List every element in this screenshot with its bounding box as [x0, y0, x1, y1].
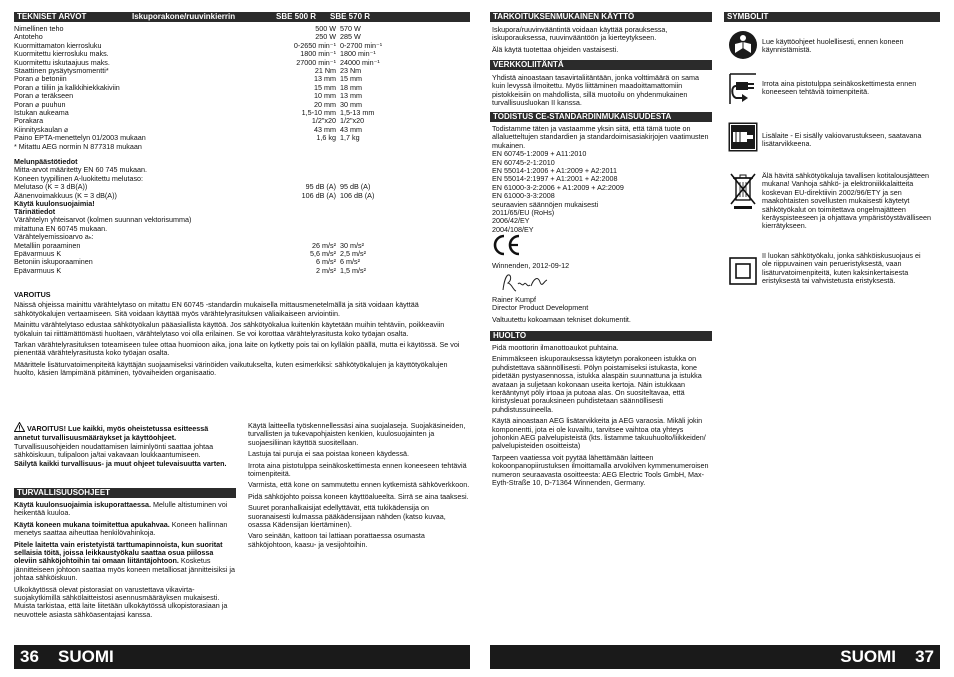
noise-row [14, 192, 394, 200]
tech-data-desc: Iskuporakone/ruuvinkierrin [132, 12, 236, 21]
tech-label: Staattinen pysäytysmomentti* [14, 66, 109, 75]
tech-value-2: 18 mm [340, 83, 362, 92]
right-page-language: SUOMI [840, 647, 896, 666]
tech-value-2: 1,5-13 mm [340, 108, 375, 117]
left-page-number: 36 [20, 647, 39, 666]
tech-value-1: 1/2"x20 [311, 117, 336, 126]
ce-standard-item: 2006/42/EY [492, 216, 530, 226]
noise-table [14, 183, 394, 200]
vib-label: Epävarmuus K [14, 250, 62, 259]
ce-mark-icon [492, 234, 522, 261]
intended-use-header [490, 12, 712, 22]
safety-header-text: TURVALLISUUSOHJEET [17, 488, 111, 497]
safety-intro [14, 422, 236, 471]
ce-p1: Todistamme täten ja vastaamme yksin siitä, että tämä tuote on allaluetteltujen standardien ja standardoimisasiakirjojen vaatimusten mukainen. [492, 124, 709, 150]
accessory-icon [728, 122, 758, 157]
tech-value-2: 24000 min⁻¹ [340, 58, 380, 67]
left-page-language: SUOMI [58, 647, 114, 666]
safety-keep-instructions: Säilytä kaikki turvallisuus- ja muut ohjeet tulevaisuutta varten. [14, 458, 227, 468]
tech-label: Antoteho [14, 33, 43, 42]
noise-section [14, 158, 394, 208]
ce-standard-item: seuraavien säännöjen mukaisesti [492, 199, 599, 209]
tech-value-1: 43 mm [314, 125, 336, 134]
safety-intro-bold: VAROITUS! Lue kaikki, myös oheistetussa esitteessä annetut turvallisuusmääräykset ja käyttöohjeet. [14, 424, 209, 443]
ce-section [492, 125, 712, 234]
col2-p3: Irrota aina pistotulppa seinäkoskettimesta ennen koneeseen tehtäviä toimenpiteitä. [248, 460, 467, 479]
mains-p1: Yhdistä ainoastaan tasavirtaliitäntään, jonka volttimäärä on sama kuin levyssä ilmoitettu. Myös liittäminen maadoittamattomiin pistokkeisiin on mahdollista, sillä muotoilu on yhdenmukainen turvallisuusluokan II kanssa. [492, 73, 699, 108]
tech-value-2: 1800 min⁻¹ [340, 50, 376, 59]
noise-line-2: Koneen tyypillinen A-luokitettu melutaso: [14, 173, 144, 183]
vib-value-1: 2 m/s² [316, 266, 336, 275]
vib-label: Metalliin poraaminen [14, 241, 81, 250]
intended-p2: Älä käytä tuotettaa ohjeiden vastaisesti. [492, 44, 619, 54]
tech-value-2: 43 mm [340, 125, 362, 134]
safety-column-2 [248, 422, 470, 552]
tech-value-1: 15 mm [314, 83, 336, 92]
tech-value-1: 20 mm [314, 100, 336, 109]
vib-value-1: 6 m/s² [316, 258, 336, 267]
safety-p3-bold: Pitele laitetta vain eristetyistä tarttumapinnoista, kun suoritat sellaisia töitä, joissa leikkaustyökalu saattaa osua piilossa oleviin sähköjohtoihin tai omaan liitäntäjohtoon. [14, 539, 223, 566]
model-1-label: SBE 500 R [276, 12, 317, 21]
vib-value-2: 6 m/s² [340, 258, 360, 267]
tech-value-2: 15 mm [340, 75, 362, 84]
vib-label: Betoniin iskuporaaminen [14, 258, 93, 267]
safety-p1-text: Melulle altistuminen voi heikentää kuuloa. [14, 500, 228, 518]
tech-label: Poran ⌀ tiiliin ja kalkkihiekkakiviin [14, 83, 120, 92]
warning-p1: Näissä ohjeissa mainittu värähtelytaso on mitattu EN 60745 -standardin mukaisella mittausmenetelmällä ja sitä voidaan käyttää sähkötyökalujen vertaamiseen. Sitä voidaan käyttää myös värähtelyrasituksen väliaikaiseen arviointiin. [14, 300, 419, 318]
tech-value-1: 1,6 kg [316, 134, 336, 143]
read-manual-icon [728, 30, 758, 65]
vib-value-1: 26 m/s² [312, 241, 336, 250]
tech-row [14, 75, 394, 83]
ce-header-text: TODISTUS CE-STANDARDINMUKAISUUDESTA [493, 112, 672, 121]
ce-header [490, 112, 712, 122]
tech-row [14, 42, 394, 50]
warning-p2: Mainittu värähtelytaso edustaa sähkötyökalun pääasiallista käyttöä. Jos sähkötyökalua kuitenkin käytetään muihin tehtäviin, poikkeaviin työkaluin tai riittämättömästi huoltaen, värähtelytaso voi olla erilainen. Se voi korottaa värähtelyrasitusta koko työajan osalta. [14, 320, 445, 338]
noise-warning: Käytä kuulonsuojaimia! [14, 199, 95, 208]
vibration-line-1: Värähtelyn yhteisarvot (kolmen suunnan vektorisumma) [14, 215, 192, 225]
tech-data-header [14, 12, 470, 22]
tech-value-1: 1,5-10 mm [301, 108, 336, 117]
noise-label: Äänenvoimakkuus (K = 3 dB(A)) [14, 191, 117, 200]
col2-p2: Lastuja tai puruja ei saa poistaa koneen käydessä. [248, 449, 410, 459]
safety-p4: Ulkokäytössä olevat pistorasiat on varustettava vikavirta-suojakytkimillä sähkölaitteistosi asennusmääräyksen mukaisesti. Muista tarkistaa, että laite liitetään ulkokäytössä ulkopistorasiaan ja neuvottele asiasta sähköasentajasi kanssa. [14, 584, 228, 619]
tech-label: Kuormittamaton kierrosluku [14, 41, 102, 50]
right-page-number: 37 [915, 647, 934, 666]
noise-value-1: 95 dB (A) [305, 183, 336, 192]
safety-section [14, 501, 236, 622]
intended-use-header-text: TARKOITUKSENMUKAINEN KÄYTTÖ [493, 12, 635, 21]
intended-p1: Iskupora/ruuvinvääntintä voidaan käyttää porauksessa, iskuporauksessa, ruuvinvääntöön ja kierteytykseen. [492, 25, 668, 43]
noise-line-1: Mitta-arvot määritetty EN 60 745 mukaan. [14, 165, 148, 175]
vib-row [14, 242, 394, 250]
tech-value-2: 1,7 kg [340, 134, 360, 143]
tech-value-2: 285 W [340, 33, 361, 42]
noise-label: Melutaso (K = 3 dB(A)) [14, 183, 88, 192]
tech-value-2: 1/2"x20 [340, 117, 365, 126]
tech-label: Kuormitettu kierrosluku maks. [14, 50, 109, 59]
ce-standard-item: EN 60745-2-1:2010 [492, 157, 555, 167]
col2-p5: Pidä sähköjohto poissa koneen käyttöalueelta. Sirrä se aina taaksesi. [248, 491, 469, 501]
tech-label: Istukan aukeama [14, 108, 69, 117]
vib-label: Epävarmuus K [14, 266, 62, 275]
vib-row [14, 250, 394, 258]
symbol-text-3: Lisälaite - Ei sisälly vakiovarustukseen, saatavana lisätarvikkeena. [762, 131, 922, 149]
tech-label: Paino EPTA-menettelyn 01/2003 mukaan [14, 134, 146, 143]
ce-authorized: Valtuutettu kokoamaan tekniset dokumentit. [492, 314, 631, 324]
tech-row [14, 59, 394, 67]
ce-signatory [492, 296, 712, 324]
tech-label: Poran ⌀ puuhun [14, 100, 66, 109]
maint-p4: Tarpeen vaatiessa voit pyytää lähettämään laitteen kokoonpanopiirustuksen ilmoittamalla arvokilven kymmenumeroisen numeron seuraavasta osoitteesta: AEG Electric Tools GmbH, Max-Eyth-Straße 10, D-71364 Winnenden, Germany. [492, 452, 709, 488]
tech-row [14, 101, 394, 109]
tech-row [14, 109, 394, 117]
tech-row [14, 126, 394, 134]
ce-place-date: Winnenden, 2012-09-12 [492, 261, 570, 270]
symbol-text-1: Lue käyttöohjeet huolellisesti, ennen koneen käynnistämistä. [762, 37, 904, 55]
mains-section [492, 74, 712, 111]
ce-standards-list [492, 150, 712, 234]
ce-standard-item: EN 55014-2:1997 + A1:2001 + A2:2008 [492, 174, 618, 184]
maint-p3: Käytä ainoastaan AEG lisätarvikkeita ja AEG varaosia. Mikäli jokin komponentti, jota ei ole kuvailtu, tarvitsee vaihtoa ota yhteys johonkin AEG palvelupisteistä (kts. listamme takuuhuolto/liikkeiden/ palvelupisteiden osoitteista) [492, 416, 706, 451]
maintenance-header-text: HUOLTO [493, 331, 527, 340]
mains-header [490, 60, 712, 70]
symbol-text-2: Irrota aina pistotulppa seinäkoskettimesta ennen koneeseen tehtäviä toimenpiteitä. [762, 79, 917, 97]
noise-title: Melunpäästötiedot [14, 157, 78, 166]
ce-standard-item: EN 55014-1:2006 + A1:2009 + A2:2011 [492, 166, 617, 176]
mains-header-text: VERKKOLIITÄNTÄ [493, 60, 564, 69]
tech-label: Nimellinen teho [14, 25, 64, 33]
tech-data-table [14, 25, 394, 142]
symbol-text-5: II luokan sähkötyökalu, jonka sähköiskusuojaus ei ole riippuvainen vain perueristyksestä, vaan lisäturvatoimenpiteitä, kuten kaksinkertaisesta eristyksestä tai vahvistetusta eristyksestä. [762, 251, 921, 286]
weee-bin-icon [728, 172, 758, 215]
safety-p3-text: Kosketus jännitteiseen johtoon saattaa myös koneen metalliosat jännitteisiksi ja johtaa sähköiskuun. [14, 556, 235, 583]
tech-value-1: 27000 min⁻¹ [296, 58, 336, 67]
intended-use-section [492, 26, 712, 57]
tech-row [14, 117, 394, 125]
noise-value-2: 95 dB (A) [340, 183, 371, 192]
tech-value-1: 250 W [315, 33, 336, 42]
vibration-table [14, 242, 394, 276]
tech-value-2: 13 mm [340, 92, 362, 101]
ce-name: Rainer Kumpf [492, 295, 536, 304]
tech-label: Porakara [14, 117, 44, 126]
class-ii-icon [728, 256, 758, 291]
vib-value-2: 30 m/s² [340, 241, 364, 250]
tech-row [14, 25, 394, 33]
symbol-text-4: Älä hävitä sähkötyökaluja tavallisen kotitalousjätteen mukana! Vanhoja sähkö- ja elektroniikkalaitteita koskevan EU-direktiivin 2002/96/ETY ja sen maakohtaisten sovellusten mukaisesti käytetyt sähkötyökalut on toimitettava ongelmajätteen keräyspisteeseen ja ohjattava ympäristöystävälliseen kierrätykseen. [762, 171, 931, 231]
vib-value-1: 5,6 m/s² [310, 250, 336, 259]
tech-value-2: 30 mm [340, 100, 362, 109]
noise-value-1: 106 dB (A) [301, 191, 336, 200]
vib-row [14, 267, 394, 275]
tech-row [14, 92, 394, 100]
tech-row [14, 84, 394, 92]
ce-standard-item: 2004/108/EY [492, 224, 534, 234]
maintenance-header [490, 331, 712, 341]
noise-row [14, 183, 394, 191]
maint-p2: Enimmäkseen iskuporauksessa käytetyn porakoneen istukka on puhdistettava säännöllisesti. Pölyn poistamiseksi istukasta, kone pidetään pystyasennossa, istukka alaspäin suunnattuna ja istukka avataan ja suljetaan kokonaan useita kertoja. Näin istukkaan kerääntynyt pöly irtoaa ja putoaa alas. On suositeltavaa, että kiristysleuat porauksineen puhdistetaan säännöllisesti puhdistussuineella. [492, 354, 702, 414]
tech-label: Kiinnityskaulan ⌀ [14, 125, 69, 134]
model-2-label: SBE 570 R [330, 12, 371, 21]
left-page-footer [14, 645, 470, 669]
tech-label: Poran ⌀ betoniin [14, 75, 67, 84]
tech-label: Kuormitettu iskutaajuus maks. [14, 58, 110, 67]
tech-value-2: 570 W [340, 25, 361, 33]
tech-value-1: 1800 min⁻¹ [300, 50, 336, 59]
col2-p1: Käytä laitteella työskennellessäsi aina suojalaseja. Suojakäsineiden, turvallisten ja tukevapohjaisten kenkien, kuulosuojainten ja suojaesiliinan käyttöä suositellaan. [248, 421, 466, 447]
safety-p1-bold: Käytä kuulonsuojaimia iskuporattaessa. [14, 500, 152, 509]
tech-value-1: 13 mm [314, 75, 336, 84]
tech-footnote: * Mitattu AEG normin N 877318 mukaan [14, 142, 142, 151]
col2-p7: Varo seinään, kattoon tai lattiaan porattaessa osumasta sähköjohtoon, kaasu- ja vesijohtoihin. [248, 531, 425, 549]
col2-p4: Varmista, että kone on sammutettu ennen kytkemistä sähköverkkoon. [248, 480, 470, 490]
warning-title: VAROITUS [14, 290, 51, 299]
symbols-list [728, 28, 940, 328]
tech-row [14, 33, 394, 41]
safety-header [14, 488, 236, 498]
ce-standard-item: EN 60745-1:2009 + A11:2010 [492, 149, 587, 159]
safety-p2-text: Koneen hallinnan menetys saattaa aiheuttaa henkilövahinkoja. [14, 519, 228, 538]
vib-row [14, 258, 394, 266]
noise-value-2: 106 dB (A) [340, 191, 375, 200]
tech-value-1: 500 W [315, 25, 336, 33]
vib-value-2: 2,5 m/s² [340, 250, 366, 259]
symbols-header [724, 12, 940, 22]
vibration-line-2: mitattuna EN 60745 mukaan. [14, 223, 108, 233]
vibration-title: Tärinätiedot [14, 207, 56, 216]
symbols-header-text: SYMBOLIT [727, 12, 769, 21]
maint-p1: Pidä moottorin ilmanottoaukot puhtaina. [492, 343, 619, 352]
warning-p3: Tarkan värähtelyrasituksen toteamiseen tulee ottaa huomioon aika, jona laite on kytketty pois tai on kylläkin päällä, mutta ei käytössä. Se voi pienentää värähtelyrasitusta koko työajan osalta. [14, 340, 460, 358]
tech-label: Poran ⌀ teräkseen [14, 92, 74, 101]
warning-section [14, 291, 464, 381]
ce-role: Director Product Development [492, 303, 589, 313]
vibration-section [14, 208, 394, 275]
tech-data-title: TEKNISET ARVOT [17, 12, 87, 21]
vib-value-2: 1,5 m/s² [340, 266, 366, 275]
unplug-icon [728, 72, 758, 111]
safety-intro-text: Turvallisuusohjeiden noudattamisen laiminlyönti saattaa johtaa sähköiskuun, tulipaloon ja/tai vakavaan loukkaantumiseen. [14, 441, 214, 460]
tech-value-1: 10 mm [314, 92, 336, 101]
tech-value-1: 21 Nm [314, 66, 336, 75]
ce-standard-item: EN 61000-3-3:2008 [492, 191, 555, 201]
col2-p6: Suuret poranhalkaisijat edellyttävät, että tukikädensija on suoranaisesti kulmassa pääkädensijaan nähden (katso kuvaa, osassa Kädensijan kiertäminen). [248, 503, 446, 530]
safety-p2-bold: Käytä koneen mukana toimitettua apukahvaa. [14, 519, 170, 529]
tech-value-2: 23 Nm [340, 66, 362, 75]
warning-p4: Määrittele lisäturvatoimenpiteitä käyttäjän suojaamiseksi värinöiden vaikutukselta, kuten esimerkiksi: sähkötyökalujen ja käyttötyökalujen huolto, käsien lämpimänä pitäminen, työvaiheiden organisaatio. [14, 359, 448, 378]
tech-value-1: 0-2650 min⁻¹ [293, 41, 336, 50]
tech-row [14, 67, 394, 75]
tech-value-2: 0-2700 min⁻¹ [340, 41, 383, 50]
vibration-line-3: Värähtelyemissioarvo aₕ: [14, 232, 94, 242]
ce-standard-item: 2011/65/EU (RoHs) [492, 208, 555, 218]
ce-standard-item: EN 61000-3-2:2006 + A1:2009 + A2:2009 [492, 182, 624, 192]
tech-row [14, 50, 394, 58]
right-page-footer [490, 645, 940, 669]
maintenance-section [492, 344, 712, 491]
